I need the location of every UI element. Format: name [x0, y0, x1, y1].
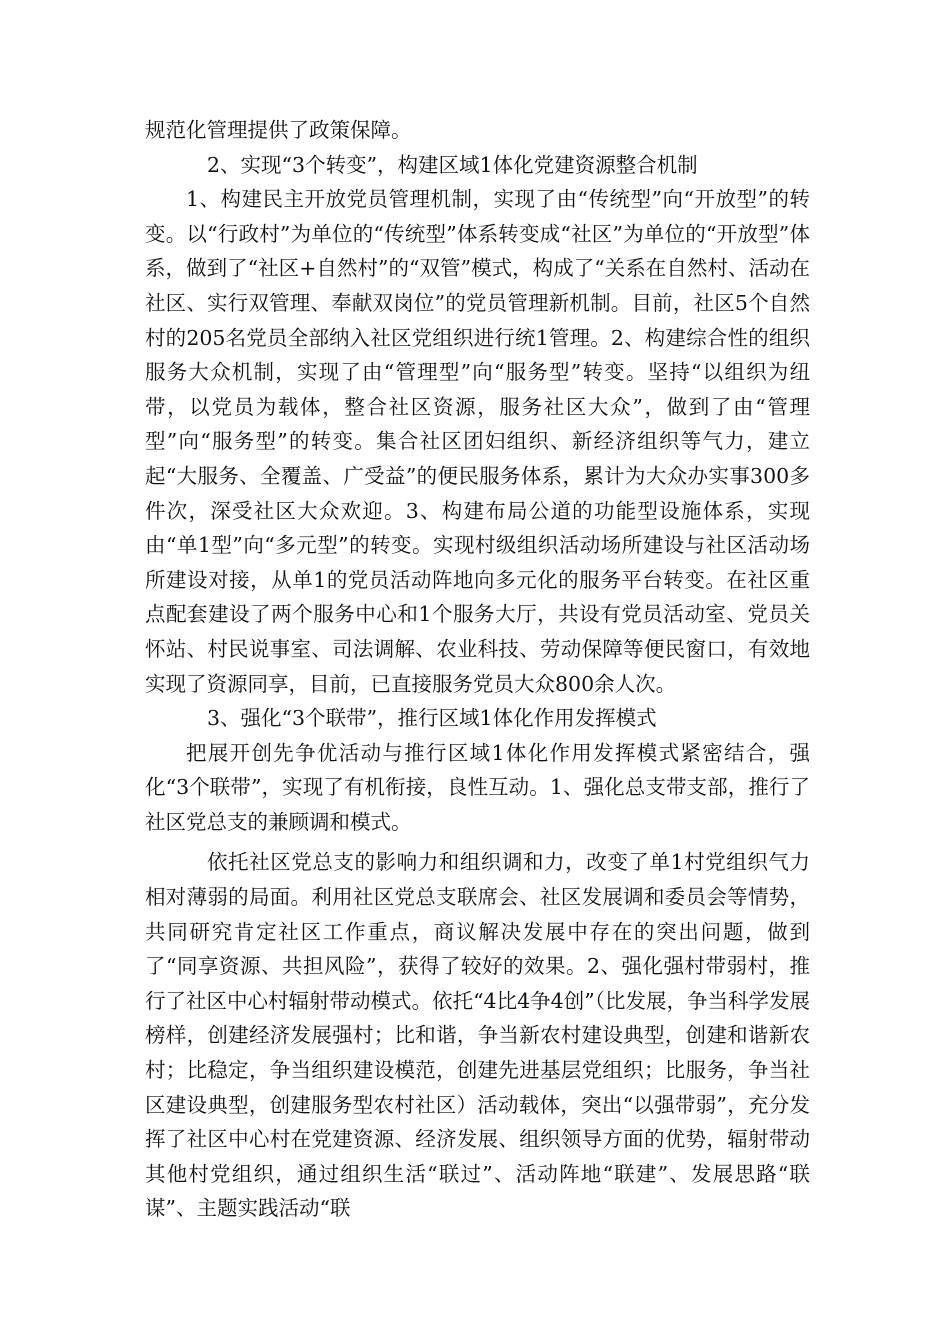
section-heading-3: 3、强化“3个联带”，推行区域1体化作用发挥模式	[207, 706, 657, 731]
paragraph-section-3-intro: 把展开创先争优活动与推行区域1体化作用发挥模式紧密结合，强化“3个联带”，实现了有机衔接，良性互动。1、强化总支带支部，推行了社区党总支的兼顾调和模式。	[145, 740, 810, 834]
paragraph-section-3-body: 依托社区党总支的影响力和组织调和力，改变了单1村党组织气力相对薄弱的局面。利用社区党总支联席会、社区发展调和委员会等情势，共同研究肯定社区工作重点，商议解决发展中存在的突出问题，做到了“同享资源、共担风险”，获得了较好的效果。2、强化强村带弱村，推行了社区中心村辐射带动模式。依托“4比4争4创”（比发展，争当科学发展榜样，创建经济发展强村；比和谐，争当新农村建设典型，创建和谐新农村；比稳定，争当组织建设模范，创建先进基层党组织；比服务，争当社区建设典型，创建服务型农村社区）活动载体，突出“以强带弱”，充分发挥了社区中心村在党建资源、经济发展、组织领导方面的优势，辐射带动其他村党组织，通过组织生活“联过”、活动阵地“联建”、发展思路“联谋”、主题实践活动“联	[145, 850, 810, 1221]
paragraph-continuation: 规范化管理提供了政策保障。	[145, 118, 412, 142]
paragraph-section-2-body: 1、构建民主开放党员管理机制，实现了由“传统型”向“开放型”的转变。以“行政村”为单位的“传统型”体系转变成“社区”为单位的“开放型”体系，做到了“社区+自然村”的“双管”模式，构成了“关系在自然村、活动在社区、实行双管理、奉献双岗位”的党员管理新机制。目前，社区5个自然村的205名党员全部纳入社区党组织进行统1管理。2、构建综合性的组织服务大众机制，实现了由“管理型”向“服务型”转变。坚持“以组织为纽带，以党员为载体，整合社区资源，服务社区大众”，做到了由“管理型”向“服务型”的转变。集合社区团妇组织、新经济组织等气力，建立起“大服务、全覆盖、广受益”的便民服务体系，累计为大众办实事300多件次，深受社区大众欢迎。3、构建布局公道的功能型设施体系，实现由“单1型”向“多元型”的转变。实现村级组织活动场所建设与社区活动场所建设对接，从单1的党员活动阵地向多元化的服务平台转变。在社区重点配套建设了两个服务中心和1个服务大厅，共设有党员活动室、党员关怀站、村民说事室、司法调解、农业科技、劳动保障等便民窗口，有效地实现了资源同享，目前，已直接服务党员大众800余人次。	[145, 187, 810, 696]
section-heading-2: 2、实现“3个转变”，构建区域1体化党建资源整合机制	[207, 152, 698, 177]
document-body	[145, 113, 810, 1226]
